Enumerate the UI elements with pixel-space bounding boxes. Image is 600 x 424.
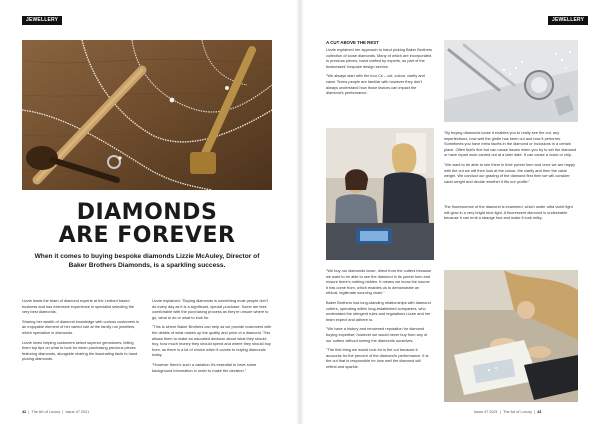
body-column-left-2 — [152, 298, 272, 377]
paragraph: "We buy our diamonds loose, direct from the cutters because we want to be able to see the diamond in its purest form and ensure there's nothing hidden. It means we know the source it has come from, which enables us to demonstrate an ethical, legitimate sourcing chain." — [326, 268, 432, 296]
paragraph: "We have a history and renowned reputation for diamond buying expertise; however we would never buy from any of our cutters without seeing the diamonds ourselves. — [326, 326, 428, 343]
issue-label: Issue 47 2021 — [474, 410, 498, 414]
section-tab-right: JEWELLERY — [548, 16, 588, 25]
page-number: 43 — [537, 410, 542, 414]
paragraph: "The first thing we would look for is the cut because it accounts for the percent of the diamond's performance. It is the cut that is responsible for how well the diamond will reflect and sparkle. — [326, 347, 429, 369]
paragraph: Baker Brothers has long-standing relationships with diamond cutters, operating within long-established companies, who understand the stringent rules and regulations Lizzie and her team expect and adhere to. — [326, 299, 431, 322]
standfirst: When it comes to buying bespoke diamonds Lizzie McAuley, Director of Baker Brothers Diamonds, is a sparkling success. — [34, 253, 260, 269]
hero-photo-jewellery-tools — [22, 40, 272, 190]
headline — [22, 201, 272, 247]
photo-diamond-grading — [444, 270, 578, 402]
headline-line-1: DIAMONDS — [76, 200, 218, 225]
issue-label: Issue 47 2021 — [65, 410, 90, 414]
body-column-right-1b — [326, 268, 432, 374]
paragraph: Sharing her wealth of diamond knowledge with curious customers is an enjoyable element of her varied role at the family run jewellers, which specialise in diamonds. — [22, 318, 139, 335]
paragraph: The fluorescence of the diamond is examined, which under ultra violet light will glow in a very bright blue light. A fluorescent diamond is undesirable because it can emit a strange hue and make it look milky. — [444, 204, 573, 221]
paragraph: Lizzie leads the team of diamond experts at the Ledford based business and has extensive experience in specialist selecting the very best diamonds. — [22, 298, 135, 315]
paragraph: "This is where Baker Brothers can help as we provide customers with the details of what makes up the quality and price of a diamond. This allows them to make an educated decision about what they should buy, how much money they should spend and where they should buy from, as there is a lot of choice when it comes to buying diamonds today. — [152, 324, 272, 358]
paragraph: "By buying diamonds loose it enables you to really see the cut, any imperfections, how well the girdle has been cut and how it performs. Sometimes you have extra facets in the diamond or inclusions in a certain place. Often that's fine but can cause issues when you try to set the diamond or have repair work carried out at a later date. It can cause a crack or chip. — [444, 130, 577, 158]
section-tab-left: JEWELLERY — [22, 16, 62, 25]
paragraph: Lizzie explained her approach to hand picking Baker Brothers collection of loose diamonds. Many of which are incorporated in precious pieces, hand crafted by experts, as part of the businesses' bespoke design service. — [326, 47, 432, 69]
page-number: 42 — [22, 410, 27, 414]
folio-right: Issue 47 2021 | The Art of Luxury | 43 — [474, 410, 542, 414]
photo-diamond-consultation — [326, 128, 434, 260]
body-column-right-1 — [326, 47, 432, 100]
paragraph: "We always start with the four Cs – cut, colour, clarity and carat. Terms people are familiar with however they don't always understand how those factors can impact the diamond's performance. — [326, 73, 425, 96]
body-column-right-2b — [444, 204, 574, 225]
photo-diamond-tools — [444, 40, 578, 122]
paragraph: Lizzie loves helping customers select superior gemstones, telling them top tips on what to look for when purchasing precious pieces featuring diamonds, alongside sharing the fascinating facts to hand picking diamonds. — [22, 339, 138, 362]
paragraph: "We want to be able to see them in their purest form and once we are happy with the cut we will then look at the colour, the clarity and then the carat weight. We conduct our grading of the diamond first then we will consider carat weight and decide whether it fits our profile." — [444, 161, 576, 184]
folio-left: 42 | The Art of Luxury | Issue 47 2021 — [22, 410, 90, 414]
paragraph: "However there's such a variation it's essential to have some background information in order to make the decision." — [152, 361, 257, 373]
body-column-right-2 — [444, 130, 578, 188]
body-column-left-1 — [22, 298, 140, 366]
headline-line-2: ARE FOREVER — [58, 223, 236, 248]
spread-gutter — [296, 0, 304, 424]
magazine-name: The Art of Luxury — [503, 410, 532, 414]
paragraph: Lizzie explained: "Buying diamonds is something most people don't do every day as it is a significant, special purchase. Some are less comfortable with the purchasing process as they're unsure where to go, what to do or what to look for. — [152, 298, 269, 320]
subheading-cut-above: A CUT ABOVE THE REST — [326, 40, 379, 45]
magazine-name: The Art of Luxury — [31, 410, 61, 414]
